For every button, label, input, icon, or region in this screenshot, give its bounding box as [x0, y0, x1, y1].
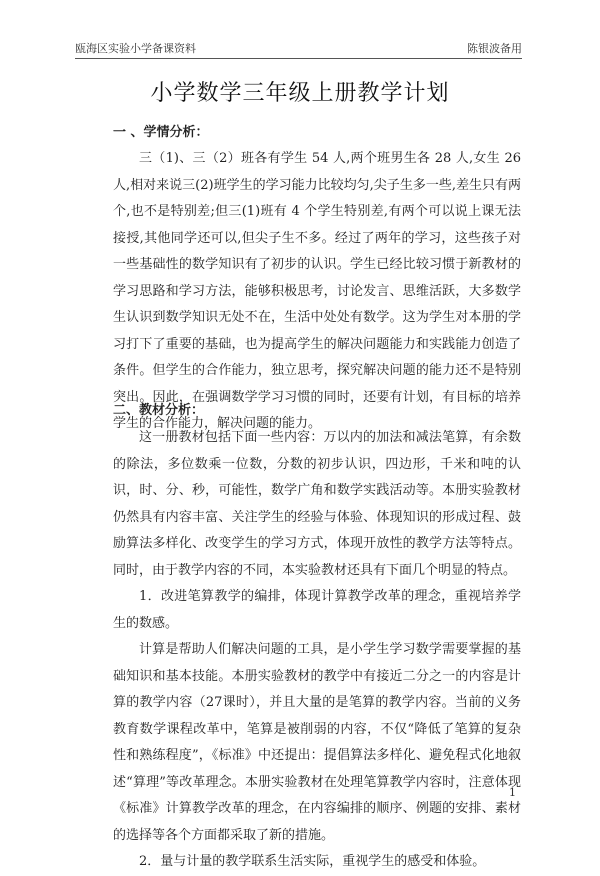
- header-divider: [75, 58, 522, 59]
- section-body-textbook-analysis: [113, 425, 521, 876]
- section-heading-textbook-analysis: 二、教材分析：: [113, 403, 205, 418]
- paragraph: 三（1)、三（2）班各有学生 54 人,两个班男生各 28 人,女生 26 人,相对来说三(2)班学生的学习能力比较均匀,尖子生多一些,差生只有两个,也不是特别差;但三(1)班有 4 个学生特别差,有两个可以说上课无法接授,其他同学还可以,但尖子生不多。经过了两年的学习，这些孩子对一些基础性的数学知识有了初步的认识。学生已经比较习惯于新教材的学习思路和学习方法，能够积极思考，讨论发言、思维活跃，大多数学生认识到数学知识无处不在，生活中处处有数学。这为学生对本册的学习打下了重要的基础，也为提高学生的解决问题能力和实践能力创造了条件。但学生的合作能力，独立思考，探究解决问题的能力还不是特别突出。因此，在强调数学学习习惯的同时，还要有计划，有目标的培养学生的合作能力，解决问题的能力。: [113, 151, 521, 431]
- section-body-student-analysis: [113, 146, 521, 438]
- header-school-label: 瓯海区实验小学备课资料: [75, 42, 196, 55]
- paragraph: 这一册教材包括下面一些内容：万以内的加法和减法笔算，有余数的除法，多位数乘一位数，分数的初步认识，四边形，千米和吨的认识，时、分、秒，可能性，数学广角和数学实践活动等。本册实验教材仍然具有内容丰富、关注学生的经验与体验、体现知识的形成过程、鼓励算法多样化、改变学生的学习方式，体现开放性的教学方法等特点。同时，由于教学内容的不同，本实验教材还具有下面几个明显的特点。: [113, 430, 521, 578]
- paragraph: 计算是帮助人们解决问题的工具，是小学生学习数学需要掌握的基础知识和基本技能。本册实验教材的教学中有接近二分之一的内容是计算的教学内容（27课时），并且大量的是笔算的教学内容。当前的义务教育数学课程改革中，笔算是被削弱的内容，不仅“降低了笔算的复杂性和熟练程度”，《标准》中还提出：提倡算法多样化、避免程式化地叙述“算理”等改革理念。本册实验教材在处理笔算教学内容时，注意体现《标准》计算教学改革的理念，在内容编排的顺序、例题的安排、素材的选择等各个方面都采取了新的措施。: [113, 642, 521, 843]
- page-number: 1: [509, 786, 516, 799]
- paragraph: 1．改进笔算教学的编排，体现计算教学改革的理念，重视培养学生的数感。: [113, 589, 521, 631]
- header-author-label: 陈银波备用: [467, 42, 522, 55]
- document-title: 小学数学三年级上册教学计划: [150, 81, 450, 106]
- section-heading-student-analysis: 一 、学情分析：: [113, 125, 209, 140]
- paragraph: 2．量与计量的教学联系生活实际，重视学生的感受和体验。: [139, 854, 486, 869]
